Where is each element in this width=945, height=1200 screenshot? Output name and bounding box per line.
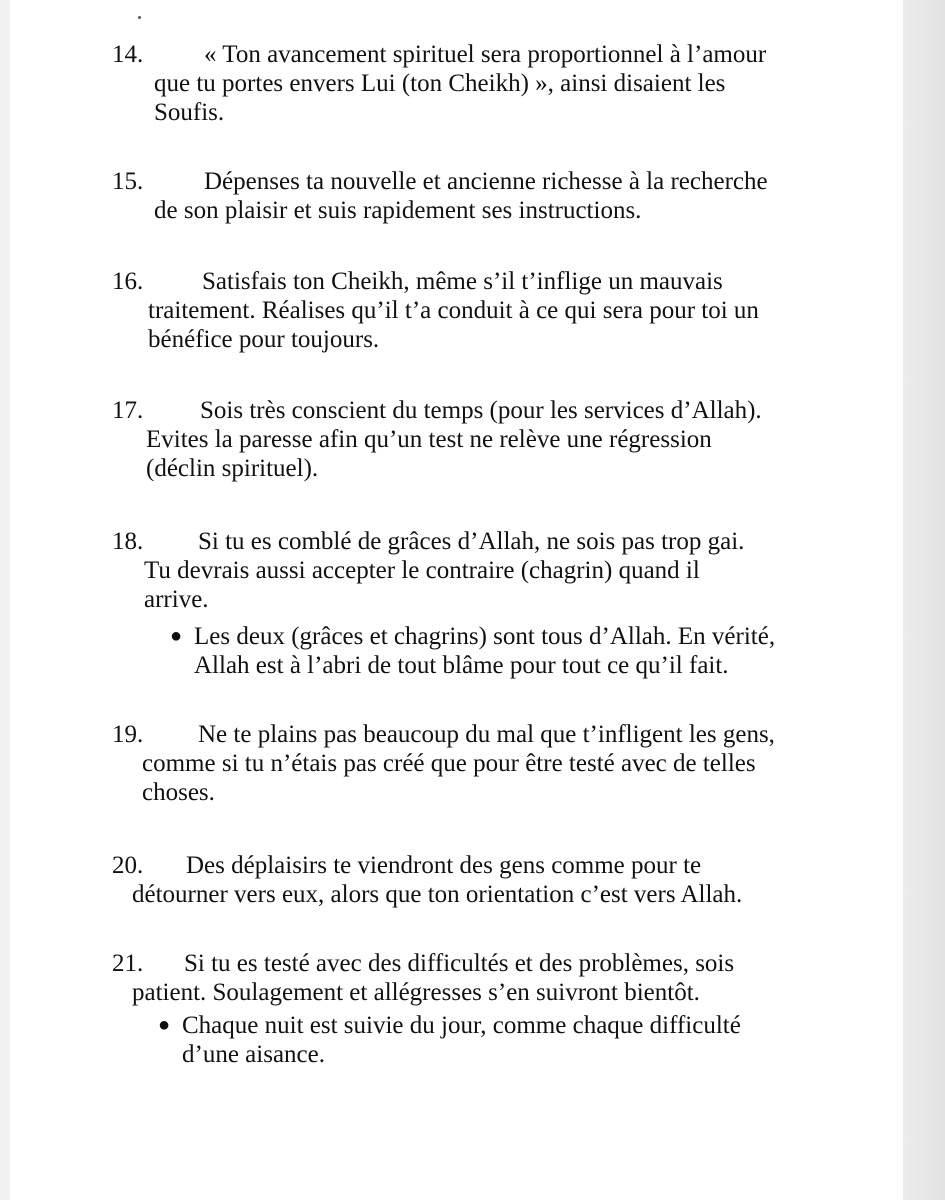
item-text-line: de son plaisir et suis rapidement ses instructions. [154, 197, 642, 224]
list-item-16 [112, 267, 882, 354]
left-margin-shadow [0, 0, 10, 1200]
item-text-line: Ne te plains pas beaucoup du mal que t’infligent les gens, [198, 721, 775, 748]
bullet-icon: ● [170, 625, 183, 647]
bullet-text-line: Chaque nuit est suivie du jour, comme chaque difficulté [182, 1012, 741, 1039]
right-margin-shadow [903, 0, 945, 1200]
list-item-17 [112, 396, 882, 483]
item-text-line: Sois très conscient du temps (pour les services d’Allah). [200, 397, 762, 424]
list-item-20 [112, 851, 882, 909]
item-text-line: Tu devrais aussi accepter le contraire (chagrin) quand il [144, 557, 700, 584]
item-text-line: Satisfais ton Cheikh, même s’il t’inflige un mauvais [202, 268, 723, 295]
list-item-15 [112, 167, 882, 225]
item-text-line: détourner vers eux, alors que ton orientation c’est vers Allah. [132, 881, 743, 908]
item-text-line: Si tu es comblé de grâces d’Allah, ne sois pas trop gai. [198, 528, 745, 555]
bullet-point [112, 1011, 882, 1069]
item-text-line: que tu portes envers Lui (ton Cheikh) », ainsi disaient les [154, 70, 726, 97]
list-item-19 [112, 720, 882, 807]
item-text-line: Evites la paresse afin qu’un test ne relève une régression [146, 426, 712, 453]
item-text-line: comme si tu n’étais pas créé que pour être testé avec de telles [142, 750, 756, 777]
list-item-18 [112, 527, 882, 680]
bullet-text-line: Allah est à l’abri de tout blâme pour tout ce qu’il fait. [194, 652, 729, 679]
item-number: 19. [112, 721, 144, 748]
list-item-14 [112, 40, 882, 127]
item-text-line: « Ton avancement spirituel sera proportionnel à l’amour [204, 41, 767, 68]
item-text-line: choses. [142, 779, 215, 806]
item-number: 18. [112, 528, 144, 555]
item-number: 17. [112, 397, 144, 424]
item-number: 14. [112, 41, 144, 68]
item-text-line: arrive. [144, 586, 209, 613]
item-number: 16. [112, 268, 144, 295]
document-body [112, 40, 882, 1069]
item-text-line: traitement. Réalises qu’il t’a conduit à ce qui sera pour toi un [148, 297, 759, 324]
item-text-line: patient. Soulagement et allégresses s’en suivront bientôt. [132, 979, 700, 1006]
item-text-line: Soufis. [154, 99, 225, 126]
scan-speck [138, 16, 141, 19]
item-text-line: Si tu es testé avec des difficultés et des problèmes, sois [184, 950, 735, 977]
item-number: 21. [112, 950, 144, 977]
item-text-line: Dépenses ta nouvelle et ancienne richesse à la recherche [204, 168, 768, 195]
item-number: 15. [112, 168, 144, 195]
item-text-line: bénéfice pour toujours. [148, 326, 380, 353]
bullet-point [112, 622, 882, 680]
list-item-21 [112, 949, 882, 1069]
bullet-text-line: Les deux (grâces et chagrins) sont tous d’Allah. En vérité, [194, 623, 776, 650]
bullet-text-line: d’une aisance. [182, 1041, 325, 1068]
bullet-icon: ● [158, 1014, 171, 1036]
item-number: 20. [112, 852, 144, 879]
item-text-line: (déclin spirituel). [146, 455, 319, 482]
item-text-line: Des déplaisirs te viendront des gens comme pour te [186, 852, 702, 879]
